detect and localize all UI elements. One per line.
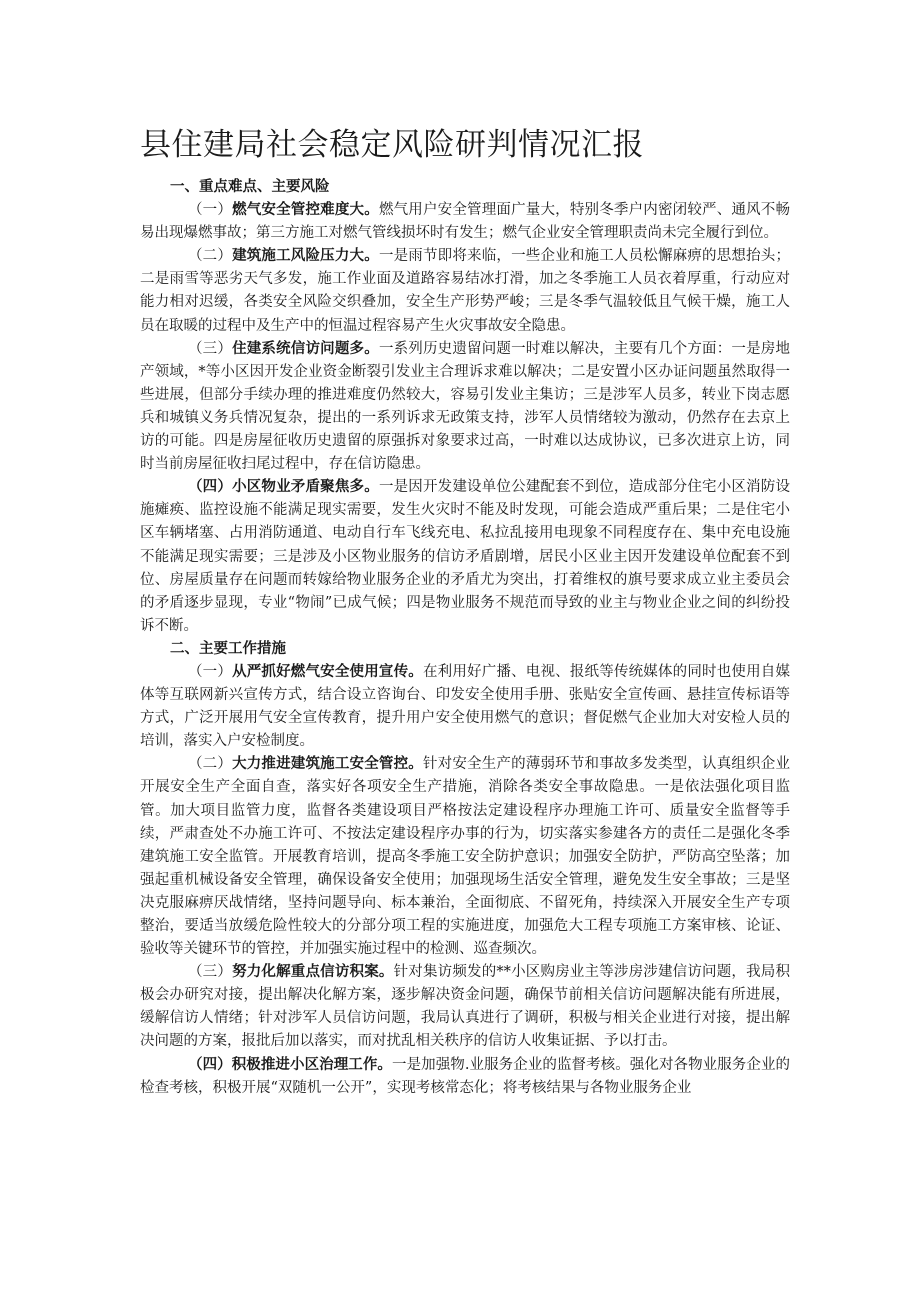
item-lead: 小区物业矛盾聚焦多。 [232, 479, 379, 496]
item-text: 一是因开发建设单位公建配套不到位，造成部分住宅小区消防设施瘫痪、监控设施不能满足现实需要，发生火灾时不能及时发现，可能会造成严重后果；二是住宅小区车辆堵塞、占用消防通道、电动自行车飞线充电、私拉乱接用电现象不同程度存在、集中充电设施不能满足现实需要；三是涉及小区物业服务的信访矛盾剧增，居民小区业主因开发建设单位配套不到位、房屋质量存在问题而转嫁给物业服务企业的矛盾尤为突出，打着维权的旗号要求成立业主委员会的矛盾逐步显现，专业“物闹”已成气候；四是物业服务不规范而导致的业主与物业企业之间的纠纷投诉不断。 [140, 479, 790, 634]
paragraph-2-1 [140, 661, 790, 753]
item-label: （一） [188, 202, 233, 219]
paragraph-2-4 [140, 1054, 790, 1100]
item-label: （二） [188, 248, 233, 265]
document-body [140, 176, 790, 1100]
item-text: 燃气用户安全管理面广量大，特别冬季户内密闭较严、通风不畅易出现爆燃事故；第三方施工对燃气管线损坏时有发生；燃气企业安全管理职责尚未完全履行到位。 [140, 202, 790, 242]
item-lead: 住建系统信访问题多。 [232, 340, 379, 357]
item-text: 一是加强物.业服务企业的监督考核。强化对各物业服务企业的检查考核，积极开展“双随机一公开”，实现考核常态化；将考核结果与各物业服务企业 [140, 1056, 791, 1096]
paragraph-1-3 [140, 338, 790, 477]
item-text: 针对安全生产的薄弱环节和事故多发类型，认真组织企业开展安全生产全面自查，落实好各项安全生产措施，消除各类安全事故隐患。一是依法强化项目监管。加大项目监管力度，监督各类建设项目严格按法定建设程序办理施工许可、质量安全监督等手续，严肃查处不办施工许可、不按法定建设程序办事的行为，切实落实参建各方的责任二是强化冬季建筑施工安全监管。开展教育培训，提高冬季施工安全防护意识；加强安全防护，严防高空坠落；加强起重机械设备安全管理，确保设备安全使用；加强现场生活安全管理，避免发生安全事故；三是坚决克服麻痹厌战情绪，坚持问题导向、标本兼治，全面彻底、不留死角，持续深入开展安全生产专项整治，要适当放缓危险性较大的分部分项工程的实施进度，加强危大工程专项施工方案审核、论证、验收等关键环节的管控，并加强实施过程中的检测、巡查频次。 [140, 756, 790, 958]
paragraph-2-3 [140, 961, 790, 1053]
item-label: （三） [188, 964, 233, 981]
item-text: 针对集访频发的**小区购房业主等涉房涉建信访问题，我局积极会办研究对接，提出解决化解方案，逐步解决资金问题，确保节前相关信访问题解决能有所进展，缓解信访人情绪；针对涉军人员信访问题，我局认真进行了调研，积极与相关企业进行对接，提出解决问题的方案，报批后加以落实，而对扰乱相关秩序的信访人收集证据、予以打击。 [140, 964, 790, 1050]
section-heading-2: 二、主要工作措施 [170, 640, 286, 657]
item-lead: 积极推进小区治理工作。 [231, 1056, 392, 1073]
paragraph-2-2 [140, 753, 790, 961]
item-label: （一） [188, 663, 233, 680]
item-lead: 大力推进建筑施工安全管控。 [232, 756, 423, 773]
paragraph-1-1 [140, 199, 790, 245]
paragraph-1-4 [140, 476, 790, 638]
item-label: （四） [188, 479, 233, 496]
item-text: 在利用好广播、电视、报纸等传统媒体的同时也使用自媒体等互联网新兴宣传方式，结合设立咨询台、印发安全使用手册、张贴安全宣传画、悬挂宣传标语等方式，广泛开展用气安全宣传教育，提升用户安全使用燃气的意识；督促燃气企业加大对安检人员的培训，落实入户安检制度。 [140, 663, 790, 750]
section-heading-1: 一、重点难点、主要风险 [170, 179, 330, 195]
item-lead: 努力化解重点信访积案。 [232, 964, 394, 981]
paragraph-1-2 [140, 245, 790, 337]
document-title: 县住建局社会稳定风险研判情况汇报 [140, 127, 644, 163]
item-label: （四） [188, 1056, 232, 1073]
item-lead: 燃气安全管控难度大。 [232, 202, 379, 219]
item-lead: 建筑施工风险压力大。 [232, 248, 379, 265]
item-text: 一系列历史遗留问题一时难以解决，主要有几个方面：一是房地产领域，*等小区因开发企业资金断裂引发业主合理诉求难以解决；二是安置小区办证问题虽然取得一些进展，但部分手续办理的推进难度仍然较大，容易引发业主集访；三是涉军人员多，转业下岗志愿兵和城镇义务兵情况复杂，提出的一系列诉求无政策支持，涉军人员情绪较为激动，仍然存在去京上访的可能。四是房屋征收历史遗留的原强拆对象要求过高，一时难以达成协议，已多次进京上访，同时当前房屋征收扫尾过程中，存在信访隐患。 [140, 340, 790, 473]
item-text: 一是雨节即将来临，一些企业和施工人员松懈麻痹的思想抬头；二是雨雪等恶劣天气多发，施工作业面及道路容易结冰打滑，加之冬季施工人员衣着厚重，行动应对能力相对迟缓，各类安全风险交织叠加，安全生产形势严峻；三是冬季气温较低且气候干燥，施工人员在取暖的过程中及生产中的恒温过程容易产生火灾事故安全隐患。 [140, 248, 790, 334]
item-lead: 从严抓好燃气安全使用宣传。 [232, 663, 423, 680]
item-label: （二） [188, 756, 233, 773]
item-label: （三） [188, 340, 233, 357]
